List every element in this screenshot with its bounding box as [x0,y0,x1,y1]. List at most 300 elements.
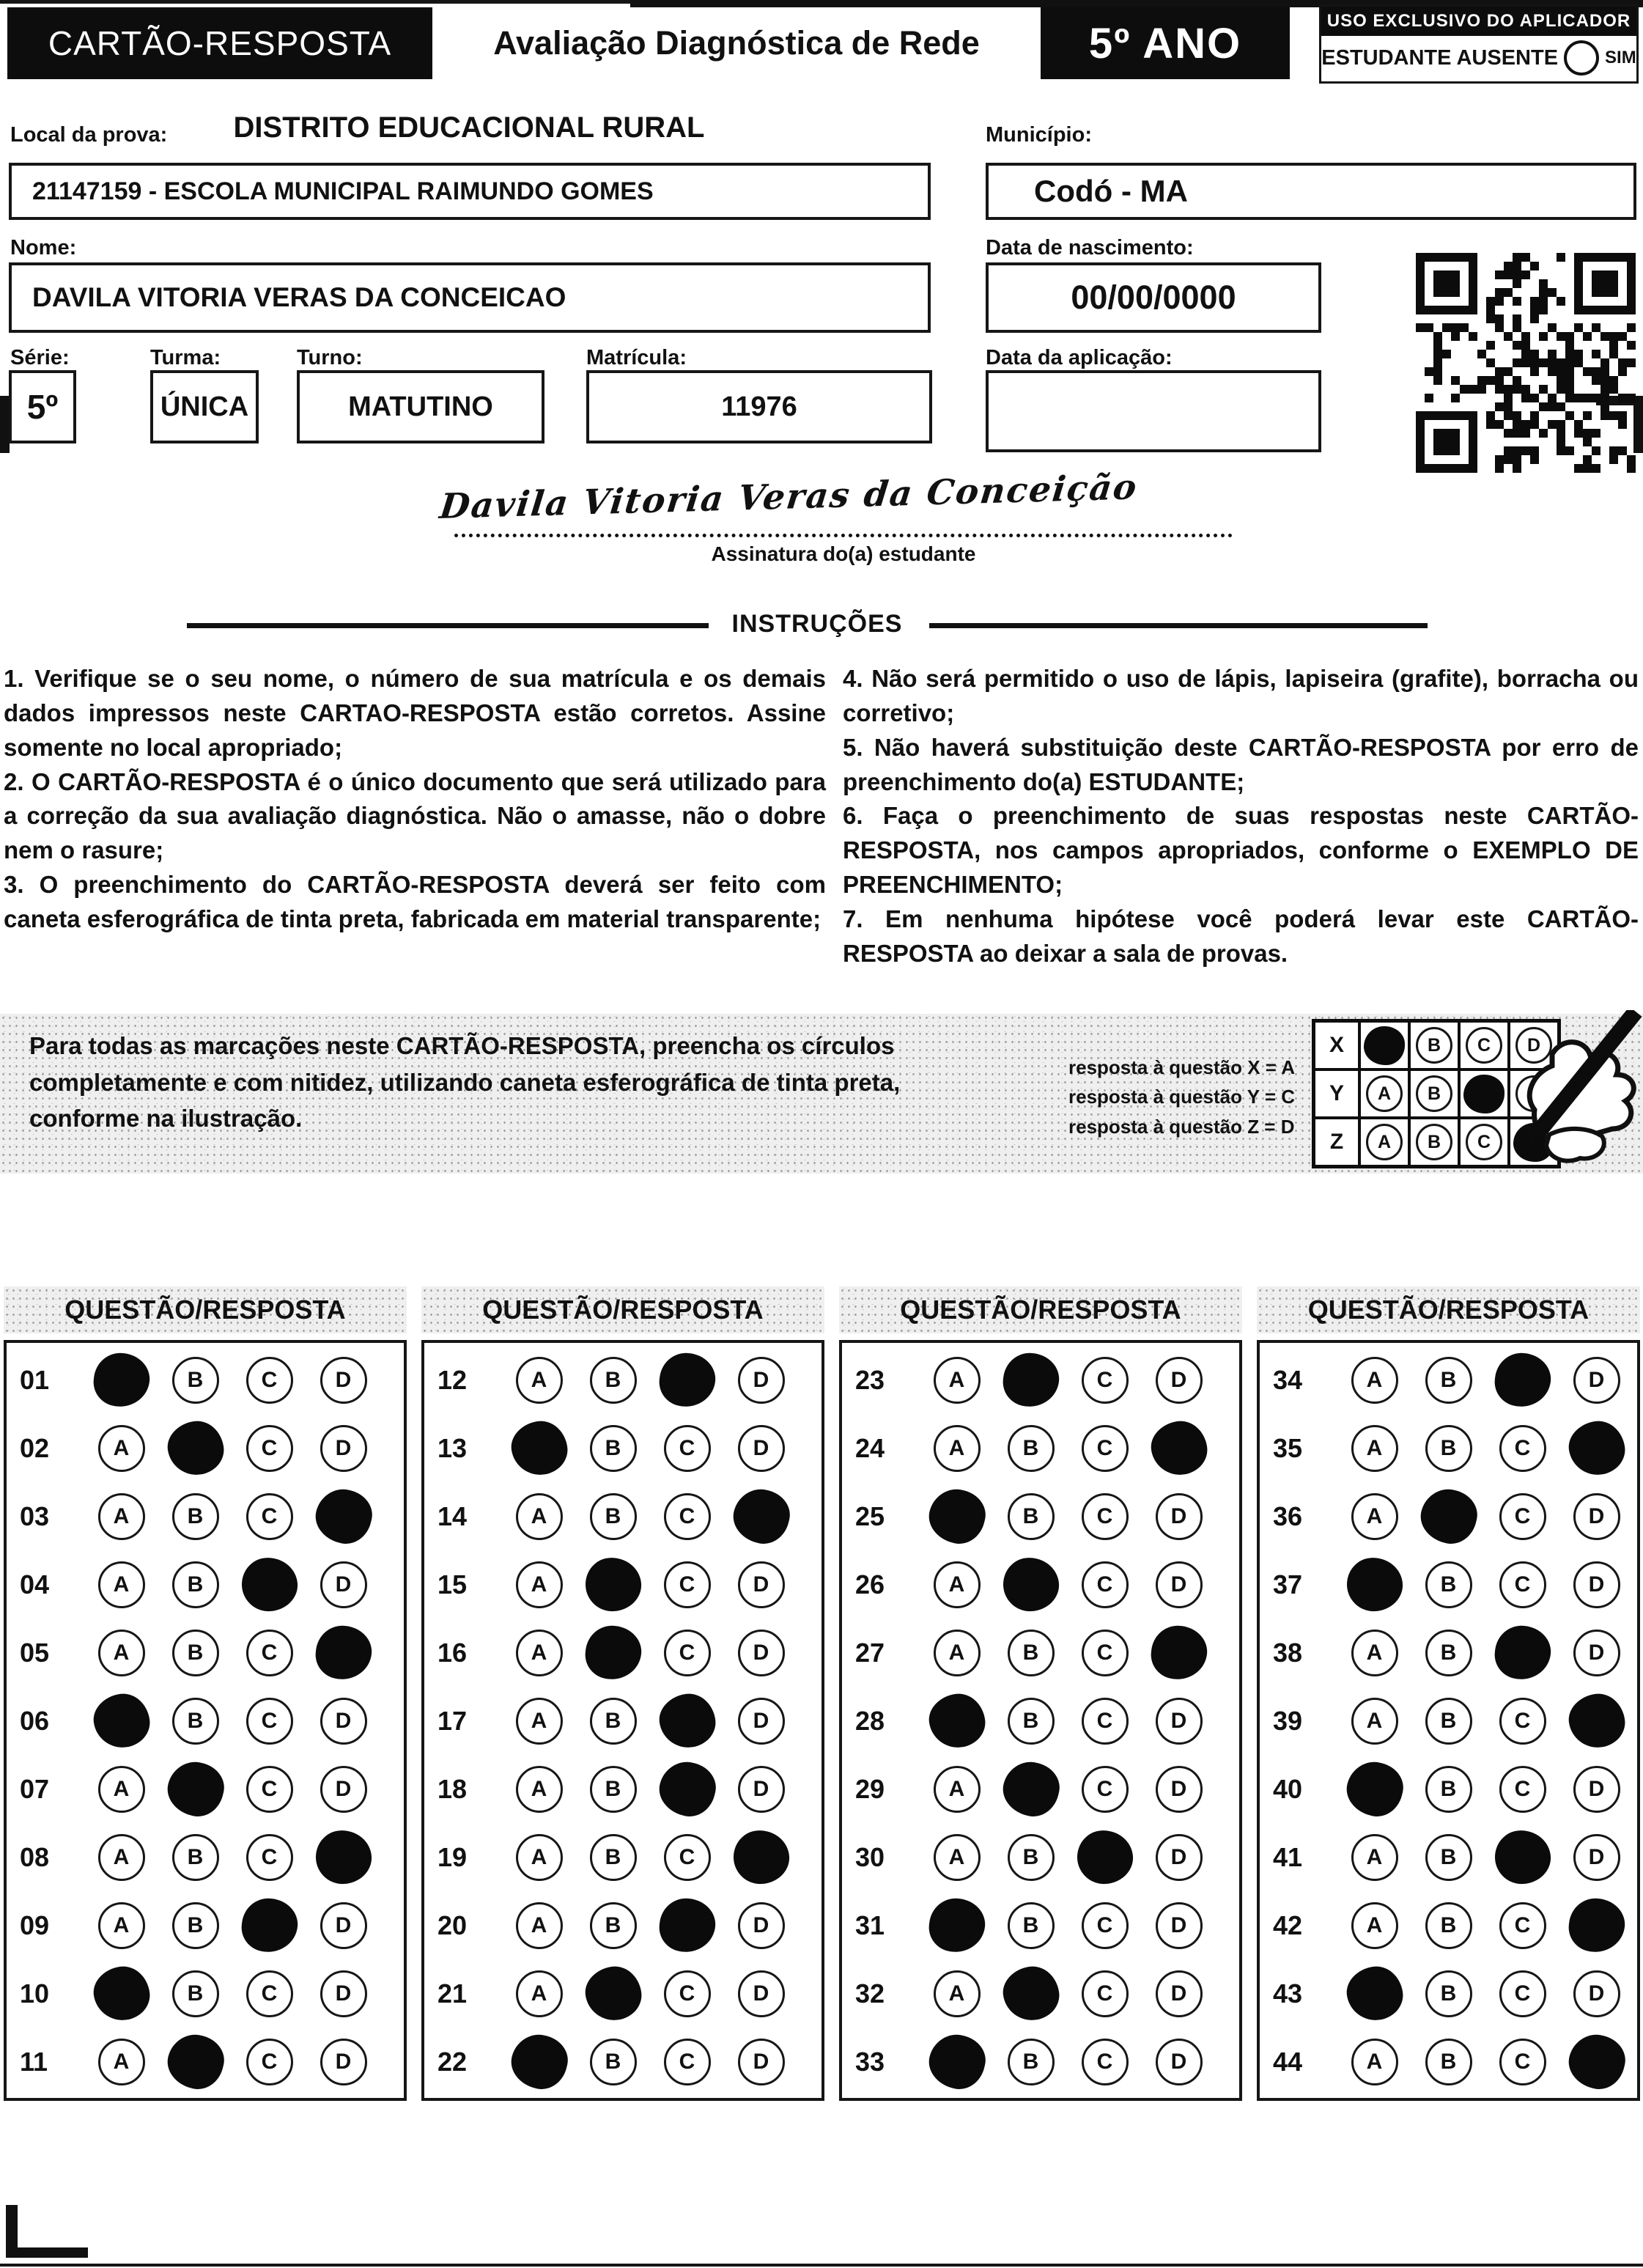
bubble-q09-B[interactable]: B [172,1902,219,1949]
option-slot [158,1970,232,2017]
bubble-q37-D[interactable]: D [1573,1561,1620,1608]
question-number: 12 [437,1364,468,1395]
fill-note: Para todas as marcações neste CARTÃO-RESPOSTA, preencha os círculos completamente e com nitidez, utilizando caneta esferográfica de tinta preta, conforme na ilustração. [29,1032,901,1132]
matricula-field: 11976 [586,370,932,443]
marked-bubble-q19-D[interactable] [732,1829,791,1885]
bubble-q43-C[interactable]: C [1499,1970,1546,2017]
bubble-q12-D[interactable]: D [738,1357,785,1404]
question-number: 14 [437,1501,468,1531]
serie-label: Série: [10,346,70,369]
bubble-q05-C[interactable]: C [246,1630,293,1676]
question-number: 07 [20,1773,50,1804]
option-slot [650,1970,724,2017]
bubble-q15-C[interactable]: C [664,1561,711,1608]
bubble-q44-A[interactable]: A [1351,2039,1398,2085]
bubble-q17-B[interactable]: B [590,1698,637,1745]
bubble-q33-B[interactable]: B [1008,2039,1055,2085]
question-row [424,1891,822,1959]
bubble-q02-A[interactable]: A [98,1425,145,1472]
turma-field: ÚNICA [150,370,259,443]
instructions-left-column [4,662,826,937]
marked-bubble-q09-C[interactable] [239,1896,300,1955]
marked-bubble-q08-D[interactable] [314,1829,373,1885]
bubble-q10-D[interactable]: D [320,1970,367,2017]
bubble-q16-C[interactable]: C [664,1630,711,1676]
bubble-q03-C[interactable]: C [246,1493,293,1540]
instruction-item: 5. Não haverá substituição deste CARTÃO-RESPOSTA por erro de preenchimento do(a) ESTUDANTE; [843,733,1639,795]
option-slot [994,1902,1068,1949]
bubble-q18-A[interactable]: A [516,1766,563,1813]
example-cell [1411,1119,1458,1165]
nome-label: Nome: [10,236,77,259]
bubble-q22-B[interactable]: B [590,2039,637,2085]
marked-bubble-q36-B[interactable] [1415,1484,1482,1549]
bubble-q36-D[interactable]: D [1573,1493,1620,1540]
bubble-q09-D[interactable]: D [320,1902,367,1949]
question-row [842,1619,1239,1687]
bubble-q20-B[interactable]: B [590,1902,637,1949]
bubble-q03-A[interactable]: A [98,1493,145,1540]
aplicador-box-title: USO EXCLUSIVO DO APLICADOR [1321,7,1636,36]
marked-bubble-q13-A[interactable] [508,1418,570,1479]
bubble-q37-C[interactable]: C [1499,1561,1546,1608]
option-slot [1559,1899,1633,1952]
option-slot [1068,1698,1142,1745]
example-bubble-Y-B: B [1416,1075,1452,1112]
bubble-q28-D[interactable]: D [1156,1698,1203,1745]
bubble-q04-B[interactable]: B [172,1561,219,1608]
option-slot [1337,1558,1411,1611]
option-slot [1485,1626,1559,1679]
option-slot [1485,2039,1559,2085]
estudante-ausente-bubble[interactable] [1564,40,1599,76]
bubble-q07-C[interactable]: C [246,1766,293,1813]
bubble-q29-C[interactable]: C [1082,1766,1129,1813]
bubble-q21-C[interactable]: C [664,1970,711,2017]
option-slot [306,1698,380,1745]
bubble-q39-C[interactable]: C [1499,1698,1546,1745]
option-slot [1485,1698,1559,1745]
bubble-q32-C[interactable]: C [1082,1970,1129,2017]
marked-bubble-q06-A[interactable] [90,1690,152,1751]
marked-bubble-q23-B[interactable] [1000,1350,1061,1410]
bubble-q12-B[interactable]: B [590,1357,637,1404]
option-slot [724,1766,798,1813]
option-slot [1337,1902,1411,1949]
example-legend-line: resposta à questão Y = C [1068,1086,1296,1108]
bubble-q44-C[interactable]: C [1499,2039,1546,2085]
option-slot [1142,1421,1216,1475]
bubble-q11-C[interactable]: C [246,2039,293,2085]
sim-label: SIM [1605,48,1636,67]
bubble-q25-C[interactable]: C [1082,1493,1129,1540]
bubble-q32-A[interactable]: A [934,1970,981,2017]
bubble-q14-B[interactable]: B [590,1493,637,1540]
option-slot [1337,2039,1411,2085]
bubble-q13-C[interactable]: C [664,1425,711,1472]
bubble-q30-A[interactable]: A [934,1834,981,1881]
marked-bubble-q27-D[interactable] [1148,1623,1209,1682]
option-slot [306,1425,380,1472]
bubble-q12-A[interactable]: A [516,1357,563,1404]
bubble-q01-D[interactable]: D [320,1357,367,1404]
example-bubble-Y-A: A [1366,1075,1403,1112]
question-number: 06 [20,1705,50,1736]
marked-bubble-q12-C[interactable] [657,1350,717,1410]
option-slot [1068,1766,1142,1813]
bubble-q43-B[interactable]: B [1425,1970,1472,2017]
option-slot [84,1834,158,1881]
bubble-q33-D[interactable]: D [1156,2039,1203,2085]
option-slot [502,1357,576,1404]
marked-bubble-q11-B[interactable] [162,2029,229,2094]
option-slot [576,1967,650,2020]
option-slot [306,1626,380,1679]
option-slot [158,2035,232,2088]
option-slot [1337,1698,1411,1745]
bubble-q16-A[interactable]: A [516,1630,563,1676]
bubble-q04-A[interactable]: A [98,1561,145,1608]
option-slot [724,1490,798,1543]
marked-bubble-q03-D[interactable] [310,1484,377,1549]
option-slot [1411,1425,1485,1472]
example-bubble-Z-C: C [1466,1124,1502,1160]
option-slot [1068,1630,1142,1676]
bubble-q42-B[interactable]: B [1425,1902,1472,1949]
bubble-q36-A[interactable]: A [1351,1493,1398,1540]
question-number: 31 [855,1910,885,1940]
question-number: 33 [855,2046,885,2077]
marked-bubble-q40-A[interactable] [1341,1756,1408,1822]
bubble-q07-D[interactable]: D [320,1766,367,1813]
option-slot [576,1357,650,1404]
bubble-q18-B[interactable]: B [590,1766,637,1813]
question-row [842,1482,1239,1550]
question-number: 19 [437,1841,468,1872]
option-slot [84,1353,158,1407]
bubble-q34-B[interactable]: B [1425,1357,1472,1404]
option-slot [84,2039,158,2085]
option-slot [1068,1902,1142,1949]
question-number: 04 [20,1569,50,1599]
bubble-q06-D[interactable]: D [320,1698,367,1745]
bubble-q11-D[interactable]: D [320,2039,367,2085]
bubble-q10-C[interactable]: C [246,1970,293,2017]
marked-bubble-q17-C[interactable] [656,1690,718,1751]
bubble-q11-A[interactable]: A [98,2039,145,2085]
bubble-q19-A[interactable]: A [516,1834,563,1881]
option-slot [1142,2039,1216,2085]
marked-bubble-q18-C[interactable] [654,1756,720,1822]
bubble-q42-C[interactable]: C [1499,1902,1546,1949]
option-slot [1559,1834,1633,1881]
bubble-q27-C[interactable]: C [1082,1630,1129,1676]
bubble-q05-A[interactable]: A [98,1630,145,1676]
option-slot [1337,1762,1411,1816]
bubble-q41-B[interactable]: B [1425,1834,1472,1881]
marked-bubble-q34-C[interactable] [1492,1350,1553,1410]
marked-bubble-q33-A[interactable] [923,2029,990,2094]
bubble-q04-D[interactable]: D [320,1561,367,1608]
bubble-q36-C[interactable]: C [1499,1493,1546,1540]
bubble-q31-B[interactable]: B [1008,1902,1055,1949]
bubble-q27-A[interactable]: A [934,1630,981,1676]
question-row [842,1346,1239,1414]
option-slot [576,1558,650,1611]
bubble-q24-A[interactable]: A [934,1425,981,1472]
bubble-q44-B[interactable]: B [1425,2039,1472,2085]
bubble-q15-A[interactable]: A [516,1561,563,1608]
bubble-q35-B[interactable]: B [1425,1425,1472,1472]
question-number: 15 [437,1569,468,1599]
marked-bubble-q15-B[interactable] [584,1556,643,1613]
question-number: 25 [855,1501,885,1531]
option-slot [994,1425,1068,1472]
marked-bubble-q39-D[interactable] [1565,1690,1628,1751]
marked-bubble-q38-C[interactable] [1492,1623,1553,1682]
marked-bubble-q14-D[interactable] [728,1484,794,1549]
question-number: 18 [437,1773,468,1804]
bubble-q08-C[interactable]: C [246,1834,293,1881]
marked-bubble-q20-C[interactable] [657,1896,717,1955]
bubble-q42-A[interactable]: A [1351,1902,1398,1949]
bubble-q35-C[interactable]: C [1499,1425,1546,1472]
bubble-q08-A[interactable]: A [98,1834,145,1881]
example-cell [1411,1023,1458,1068]
bubble-q31-C[interactable]: C [1082,1902,1129,1949]
student-signature: Davila Vitoria Veras da Conceição [437,467,1140,528]
marked-bubble-q26-B[interactable] [1002,1556,1060,1613]
option-slot [1559,1561,1633,1608]
bubble-q33-C[interactable]: C [1082,2039,1129,2085]
bubble-q30-B[interactable]: B [1008,1834,1055,1881]
bubble-q10-B[interactable]: B [172,1970,219,2017]
question-row [1260,2028,1637,2096]
bubble-q15-D[interactable]: D [738,1561,785,1608]
bubble-q24-C[interactable]: C [1082,1425,1129,1472]
bubble-q28-C[interactable]: C [1082,1698,1129,1745]
bubble-q25-D[interactable]: D [1156,1493,1203,1540]
marked-bubble-q22-A[interactable] [506,2029,572,2094]
bubble-q20-A[interactable]: A [516,1902,563,1949]
marked-bubble-q16-B[interactable] [583,1623,643,1682]
bubble-q23-D[interactable]: D [1156,1357,1203,1404]
bubble-q19-B[interactable]: B [590,1834,637,1881]
bubble-q38-B[interactable]: B [1425,1630,1472,1676]
data-nascimento-label: Data de nascimento: [986,236,1194,259]
signature-line [454,534,1233,537]
instruction-item: 1. Verifique se o seu nome, o número de sua matrícula e os demais dados impressos neste CARTAO-RESPOSTA estão corretos. Assine somente no local apropriado; [4,665,826,761]
marked-bubble-q05-D[interactable] [313,1623,374,1682]
bubble-q26-A[interactable]: A [934,1561,981,1608]
question-row [7,1619,404,1687]
bubble-q01-C[interactable]: C [246,1357,293,1404]
question-number: 32 [855,1978,885,2009]
option-slot [158,1421,232,1475]
bubble-q29-A[interactable]: A [934,1766,981,1813]
marked-bubble-q01-A[interactable] [91,1350,152,1410]
question-number: 34 [1273,1364,1303,1395]
bubble-q06-C[interactable]: C [246,1698,293,1745]
option-slot [724,1425,798,1472]
bubble-q20-D[interactable]: D [738,1902,785,1949]
example-filled-bubble-X-A [1364,1026,1405,1065]
question-row [1260,1550,1637,1619]
bubble-q41-D[interactable]: D [1573,1834,1620,1881]
bubble-q02-C[interactable]: C [246,1425,293,1472]
question-row [7,1346,404,1414]
answer-column-4 [1257,1340,1640,2101]
question-row [7,1959,404,2028]
bubble-q22-C[interactable]: C [664,2039,711,2085]
option-slot [650,1561,724,1608]
question-number: 17 [437,1705,468,1736]
option-slot [1068,1357,1142,1404]
option-slot [724,1561,798,1608]
bubble-q01-B[interactable]: B [172,1357,219,1404]
option-slot [306,1561,380,1608]
bubble-q18-D[interactable]: D [738,1766,785,1813]
example-legend [1068,1053,1318,1141]
bubble-q17-A[interactable]: A [516,1698,563,1745]
estudante-ausente-label: ESTUDANTE AUSENTE [1321,45,1559,70]
bubble-q38-A[interactable]: A [1351,1630,1398,1676]
option-slot [650,2039,724,2085]
option-slot [994,1558,1068,1611]
option-slot [1485,1970,1559,2017]
marked-bubble-q37-A[interactable] [1345,1556,1404,1613]
option-slot [306,1830,380,1884]
bubble-q14-A[interactable]: A [516,1493,563,1540]
bubble-q27-B[interactable]: B [1008,1630,1055,1676]
bubble-q29-D[interactable]: D [1156,1766,1203,1813]
option-slot [1142,1626,1216,1679]
question-number: 02 [20,1432,50,1463]
bubble-q13-B[interactable]: B [590,1425,637,1472]
bubble-q07-A[interactable]: A [98,1766,145,1813]
bubble-q26-C[interactable]: C [1082,1561,1129,1608]
bubble-q05-B[interactable]: B [172,1630,219,1676]
marked-bubble-q25-A[interactable] [923,1484,990,1549]
marked-bubble-q43-A[interactable] [1343,1963,1406,2024]
question-number: 08 [20,1841,50,1872]
option-slot [502,1630,576,1676]
example-legend-line: resposta à questão X = A [1068,1056,1295,1078]
marked-bubble-q04-C[interactable] [240,1556,299,1613]
option-slot [920,1561,994,1608]
option-slot [1559,2035,1633,2088]
bubble-q41-A[interactable]: A [1351,1834,1398,1881]
option-slot [232,1558,306,1611]
option-slot [920,2035,994,2088]
marked-bubble-q28-A[interactable] [926,1690,988,1751]
bubble-q43-D[interactable]: D [1573,1970,1620,2017]
marked-bubble-q31-A[interactable] [926,1896,987,1955]
option-slot [1142,1970,1216,2017]
bubble-q39-B[interactable]: B [1425,1698,1472,1745]
bubble-q02-D[interactable]: D [320,1425,367,1472]
bubble-q34-D[interactable]: D [1573,1357,1620,1404]
bubble-q23-A[interactable]: A [934,1357,981,1404]
bottom-edge-line [0,2264,1643,2267]
bubble-q25-B[interactable]: B [1008,1493,1055,1540]
option-slot [920,1630,994,1676]
option-slot [502,1698,576,1745]
marked-bubble-q29-B[interactable] [997,1756,1064,1822]
bubble-q37-B[interactable]: B [1425,1561,1472,1608]
bubble-q32-D[interactable]: D [1156,1970,1203,2017]
marked-bubble-q32-B[interactable] [1000,1963,1062,2024]
option-slot [994,1698,1068,1745]
bubble-q28-B[interactable]: B [1008,1698,1055,1745]
marked-bubble-q30-C[interactable] [1076,1829,1134,1885]
bubble-q17-D[interactable]: D [738,1698,785,1745]
option-slot [232,1357,306,1404]
bubble-q09-A[interactable]: A [98,1902,145,1949]
bubble-q06-B[interactable]: B [172,1698,219,1745]
marked-bubble-q24-D[interactable] [1148,1418,1210,1479]
question-row [424,1550,822,1619]
bubble-q19-C[interactable]: C [664,1834,711,1881]
marked-bubble-q10-A[interactable] [90,1963,152,2024]
bubble-q24-B[interactable]: B [1008,1425,1055,1472]
bubble-q23-C[interactable]: C [1082,1357,1129,1404]
data-aplicacao-label: Data da aplicação: [986,346,1173,369]
option-slot [1559,1357,1633,1404]
bubble-q08-B[interactable]: B [172,1834,219,1881]
bubble-q40-B[interactable]: B [1425,1766,1472,1813]
bubble-q30-D[interactable]: D [1156,1834,1203,1881]
marked-bubble-q42-D[interactable] [1566,1896,1627,1955]
question-row [842,2028,1239,2096]
option-slot [502,2035,576,2088]
question-row [424,1482,822,1550]
marked-bubble-q41-C[interactable] [1494,1829,1552,1885]
bubble-q03-B[interactable]: B [172,1493,219,1540]
bubble-q38-D[interactable]: D [1573,1630,1620,1676]
marked-bubble-q02-B[interactable] [164,1418,226,1479]
option-slot [232,1766,306,1813]
option-slot [158,1698,232,1745]
option-slot [994,1967,1068,2020]
question-row [1260,1959,1637,2028]
bubble-q21-A[interactable]: A [516,1970,563,2017]
bubble-q40-C[interactable]: C [1499,1766,1546,1813]
question-row [424,2028,822,2096]
bubble-q26-D[interactable]: D [1156,1561,1203,1608]
bubble-q14-C[interactable]: C [664,1493,711,1540]
bubble-q35-A[interactable]: A [1351,1425,1398,1472]
example-row-label: Z [1315,1119,1358,1165]
bubble-q13-D[interactable]: D [738,1425,785,1472]
marked-bubble-q21-B[interactable] [582,1963,644,2024]
marked-bubble-q44-D[interactable] [1563,2029,1630,2094]
municipio-label: Município: [986,123,1092,147]
marked-bubble-q35-D[interactable] [1565,1418,1628,1479]
option-slot [650,1353,724,1407]
option-slot [1068,1830,1142,1884]
bubble-q31-D[interactable]: D [1156,1902,1203,1949]
bubble-q16-D[interactable]: D [738,1630,785,1676]
marked-bubble-q07-B[interactable] [162,1756,229,1822]
option-slot [232,1493,306,1540]
bubble-q40-D[interactable]: D [1573,1766,1620,1813]
bubble-q21-D[interactable]: D [738,1970,785,2017]
bubble-q34-A[interactable]: A [1351,1357,1398,1404]
bubble-q39-A[interactable]: A [1351,1698,1398,1745]
bubble-q22-D[interactable]: D [738,2039,785,2085]
question-number: 13 [437,1432,468,1463]
